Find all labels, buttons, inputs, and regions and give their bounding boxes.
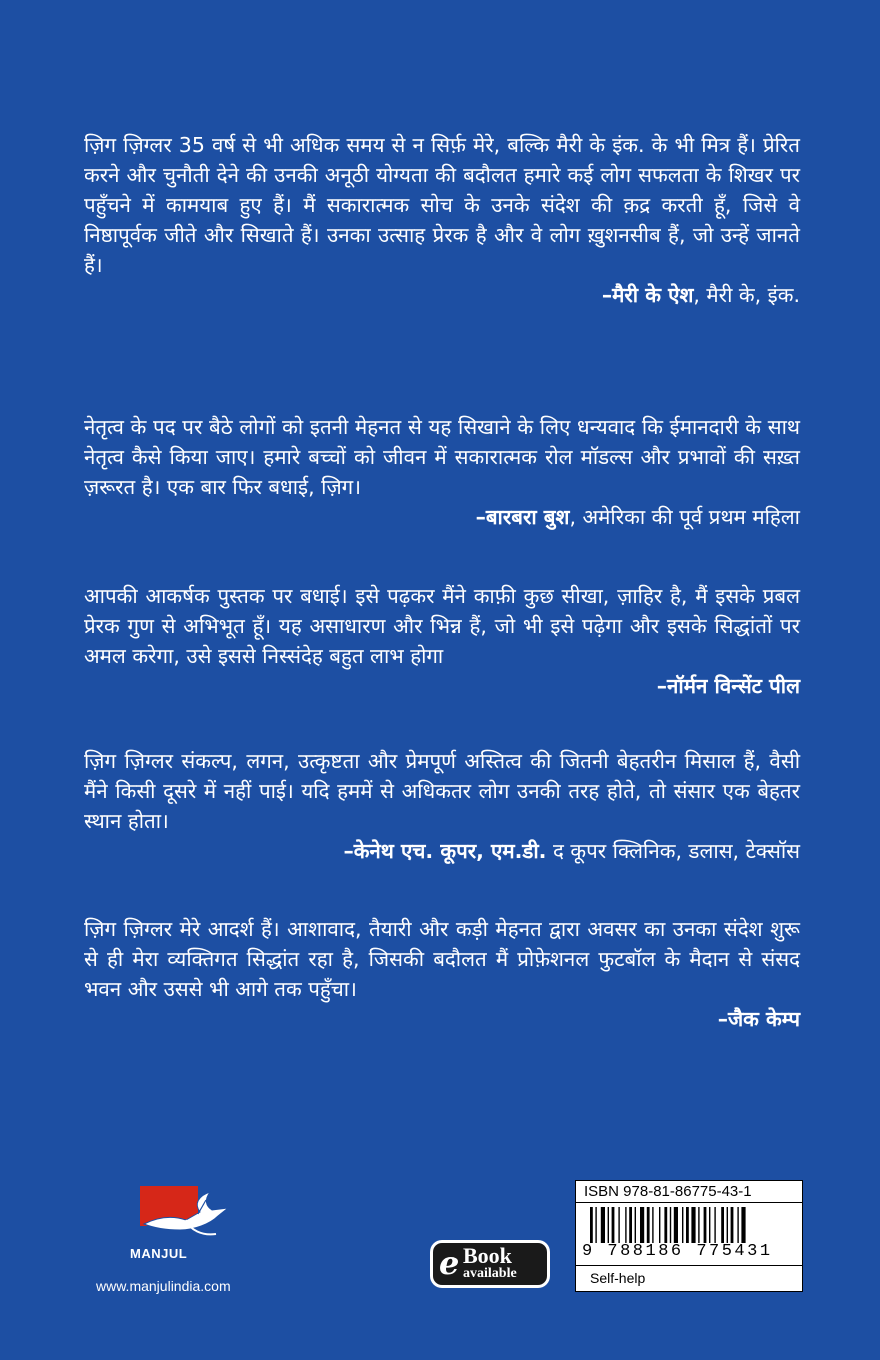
quote-attribution (84, 671, 800, 701)
quote-author-title: , अमेरिका की पूर्व प्रथम महिला (569, 505, 800, 529)
quote-attribution (84, 836, 800, 866)
quote-author: –मैरी के ऐश (601, 283, 694, 307)
quote-text: आपकी आकर्षक पुस्तक पर बधाई। इसे पढ़कर मैंने काफ़ी कुछ सीखा, ज़ाहिर है, मैं इसके प्रबल प्रेरक गुण से अभिभूत हूँ। यह असाधारण और भिन्न हैं, जो भी इसे पढ़ेगा और इसके सिद्धांतों पर अमल करेगा, उसे इससे निस्संदेह बहुत लाभ होगा (84, 584, 800, 668)
ebook-e-letter: e (439, 1244, 460, 1282)
quote-block-5 (84, 914, 800, 1034)
publisher-website[interactable]: www.manjulindia.com (96, 1278, 231, 1294)
quote-author-title: , मैरी के, इंक. (693, 283, 800, 307)
publisher-brand: MANJUL (130, 1246, 188, 1261)
barcode-digits: 9 788186 775431 (582, 1243, 796, 1261)
quote-author: –जैक केम्प (717, 1007, 800, 1031)
quote-attribution (84, 1004, 800, 1034)
ebook-available-badge (430, 1240, 550, 1288)
quote-text: नेतृत्व के पद पर बैठे लोगों को इतनी मेहनत से यह सिखाने के लिए धन्यवाद कि ईमानदारी के साथ नेतृत्व कैसे किया जाए। हमारे बच्चों को जीवन में सकारात्मक रोल मॉडल्स और प्रभावों की सख़्त ज़रूरत है। एक बार फिर बधाई, ज़िग। (84, 415, 800, 499)
flying-bird-logo-icon (140, 1186, 232, 1248)
quote-block-3 (84, 581, 800, 701)
quote-text: ज़िग ज़िग्लर संकल्प, लगन, उत्कृष्टता और प्रेमपूर्ण अस्तित्व की जितनी बेहतरीन मिसाल हैं, वैसी मैंने किसी दूसरे में नहीं पाई। यदि हममें से अधिकतर लोग उनकी तरह होते, तो संसार एक बेहतर स्थान होता। (84, 749, 800, 833)
quote-block-2 (84, 412, 800, 532)
quote-block-1 (84, 130, 800, 310)
ebook-book-word: Book (463, 1243, 512, 1268)
quote-text: ज़िग ज़िग्लर मेरे आदर्श हैं। आशावाद, तैयारी और कड़ी मेहनत द्वारा अवसर का उनका संदेश शुरू से ही मेरा व्यक्तिगत सिद्धांत रहा है, जिसकी बदौलत मैं प्रोफ़ेशनल फुटबॉल के मैदान से संसद भवन और उससे भी आगे तक पहुँचा। (84, 917, 801, 1001)
quote-author: –केनेथ एच. कूपर, एम.डी. (343, 839, 547, 863)
isbn-number: ISBN 978-81-86775-43-1 (576, 1181, 802, 1203)
quote-author: –बारबरा बुश (475, 505, 570, 529)
quote-author-title: द कूपर क्लिनिक, डलास, टेक्सॉस (546, 839, 800, 863)
quote-attribution (84, 502, 800, 532)
quote-attribution (84, 280, 800, 310)
genre-label: Self-help (576, 1265, 802, 1291)
quote-author: –नॉर्मन विन्सेंट पील (656, 674, 800, 698)
quote-block-4 (84, 746, 800, 866)
isbn-barcode-box (575, 1180, 803, 1292)
quote-text: ज़िग ज़िग्लर 35 वर्ष से भी अधिक समय से न सिर्फ़ मेरे, बल्कि मैरी के इंक. के भी मित्र हैं। प्रेरित करने और चुनौती देने की उनकी अनूठी योग्यता की बदौलत हमारे कई लोग सफलता के शिखर पर पहुँचने में कामयाब हुए हैं। मैं सकारात्मक सोच के उनके संदेश की क़द्र करती हूँ, जिसे वे निष्ठापूर्वक जीते और सिखाते हैं। उनका उत्साह प्रेरक है और वे लोग ख़ुशनसीब हैं, जो उन्हें जानते हैं। (84, 133, 800, 277)
ebook-available-word: available (463, 1266, 517, 1281)
